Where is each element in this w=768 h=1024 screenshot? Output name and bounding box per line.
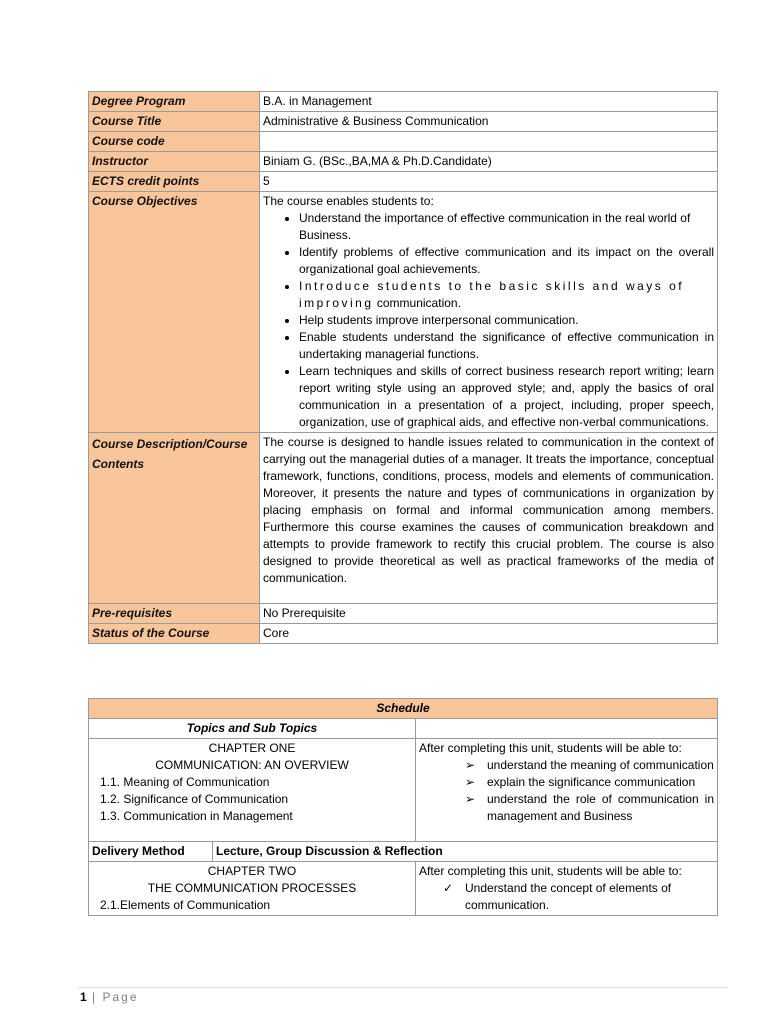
schedule-title: Schedule [89, 699, 718, 719]
objective-item-spaced: Introduce students to the basic skills and ways of improving [299, 279, 685, 310]
outcome-text: understand the role of communication in management and Business [487, 792, 715, 823]
subtopic-item: 1.2. Significance of Communication [100, 792, 289, 806]
delivery-method-label: Delivery Method [89, 842, 213, 862]
chapter-one-topics [89, 739, 416, 842]
course-info-table [88, 91, 718, 644]
schedule-table [88, 698, 718, 916]
objective-item-tail: communication. [376, 296, 461, 310]
instructor-label: Instructor [89, 152, 260, 172]
page-label: | Page [92, 990, 139, 1004]
topics-header: Topics and Sub Topics [89, 719, 416, 739]
outcome-text: explain the significance communication [487, 775, 696, 789]
ects-label: ECTS credit points [89, 172, 260, 192]
course-code-value [260, 132, 718, 152]
degree-program-label: Degree Program [89, 92, 260, 112]
chapter-one-title: CHAPTER ONE [208, 741, 296, 755]
chapter-one-subtopics [92, 774, 412, 825]
footer-divider [78, 987, 728, 988]
description-value: The course is designed to handle issues related to communication in the context of carrying out the managerial duties of a manager. It treats the importance, conceptual framework, functions, conditions, process, models and elements of communication. Moreover, it presents the nature and types of communications in organization by placing emphasis on formal and informal communication among members. Furthermore this course examines the causes of communication breakdown and attempts to provide framework to rectify this crucial problem. The course is also designed to provide theoretical as well as practical frameworks of the media of communication. [260, 433, 718, 604]
arrow-bullet-icon: ➢ [465, 792, 476, 806]
outcome-text: understand the meaning of communication [487, 758, 714, 772]
status-label: Status of the Course [89, 624, 260, 644]
topics-header-blank [416, 719, 718, 739]
objective-item: • Help students improve interpersonal communication. [299, 312, 714, 329]
objective-item: • Identify problems of effective communication and its impact on the overall organizational goal achievements. [299, 244, 714, 278]
instructor-value: Biniam G. (BSc.,BA,MA & Ph.D.Candidate) [260, 152, 718, 172]
delivery-method-value: Lecture, Group Discussion & Reflection [213, 842, 718, 862]
subtopic-item: 2.1.Elements of Communication [100, 898, 271, 912]
ects-value: 5 [260, 172, 718, 192]
prerequisites-value: No Prerequisite [260, 604, 718, 624]
row-objectives [89, 192, 718, 433]
outcome-item [463, 757, 714, 774]
row-prerequisites [89, 604, 718, 624]
arrow-bullet-icon: ➢ [465, 758, 476, 772]
chapter-two-outcome-list [419, 880, 714, 914]
subtopic-item: 1.3. Communication in Management [100, 809, 293, 823]
chapter-two-topics [89, 862, 416, 916]
chapter-two-title: CHAPTER TWO [207, 864, 297, 878]
chapter-one-outcome-intro: After completing this unit, students will be able to: [419, 741, 682, 755]
row-description [89, 433, 718, 604]
objective-item [299, 278, 714, 312]
row-course-title [89, 112, 718, 132]
prerequisites-label: Pre-requisites [89, 604, 260, 624]
objectives-value [260, 192, 718, 433]
chapter-one-outcome-list [419, 757, 714, 825]
objective-item: • Learn techniques and skills of correct business research report writing; learn report writing style using an approved style; and, apply the basics of oral communication in a presentation of a project, including, proper speech, organization, use of graphical aids, and effective non-verbal communications. [299, 363, 714, 431]
objectives-label: Course Objectives [89, 192, 260, 433]
row-instructor [89, 152, 718, 172]
row-status [89, 624, 718, 644]
description-label [89, 433, 260, 604]
row-course-code [89, 132, 718, 152]
outcome-item [463, 774, 714, 791]
subtopic-item: 1.1. Meaning of Communication [100, 775, 270, 789]
course-title-label: Course Title [89, 112, 260, 132]
outcome-text: Understand the concept of elements of communication. [465, 881, 672, 912]
objective-item: • Enable students understand the significance of effective communication in undertaking managerial functions. [299, 329, 714, 363]
chapter-two-subtopics [92, 897, 412, 914]
row-degree-program [89, 92, 718, 112]
chapter-one-outcomes [416, 739, 718, 842]
objectives-intro: The course enables students to: [263, 194, 434, 208]
objectives-list [263, 210, 714, 431]
page-footer [80, 990, 139, 1004]
course-title-value: Administrative & Business Communication [260, 112, 718, 132]
checkmark-icon: ✓ [443, 881, 454, 895]
outcome-item [443, 880, 714, 914]
chapter-two-subtitle: THE COMMUNICATION PROCESSES [147, 881, 357, 895]
status-value: Core [260, 624, 718, 644]
description-label-text: Course Description/Course Contents [92, 437, 248, 472]
chapter-one-subtitle: COMMUNICATION: AN OVERVIEW [155, 758, 349, 772]
row-ects [89, 172, 718, 192]
arrow-bullet-icon: ➢ [465, 775, 476, 789]
page-number: 1 [80, 990, 87, 1004]
course-code-label: Course code [89, 132, 260, 152]
chapter-two-outcome-intro: After completing this unit, students will be able to: [419, 864, 682, 878]
objective-item: • Understand the importance of effective communication in the real world of Business. [299, 210, 714, 244]
outcome-item [463, 791, 714, 825]
chapter-two-outcomes [416, 862, 718, 916]
degree-program-value: B.A. in Management [260, 92, 718, 112]
